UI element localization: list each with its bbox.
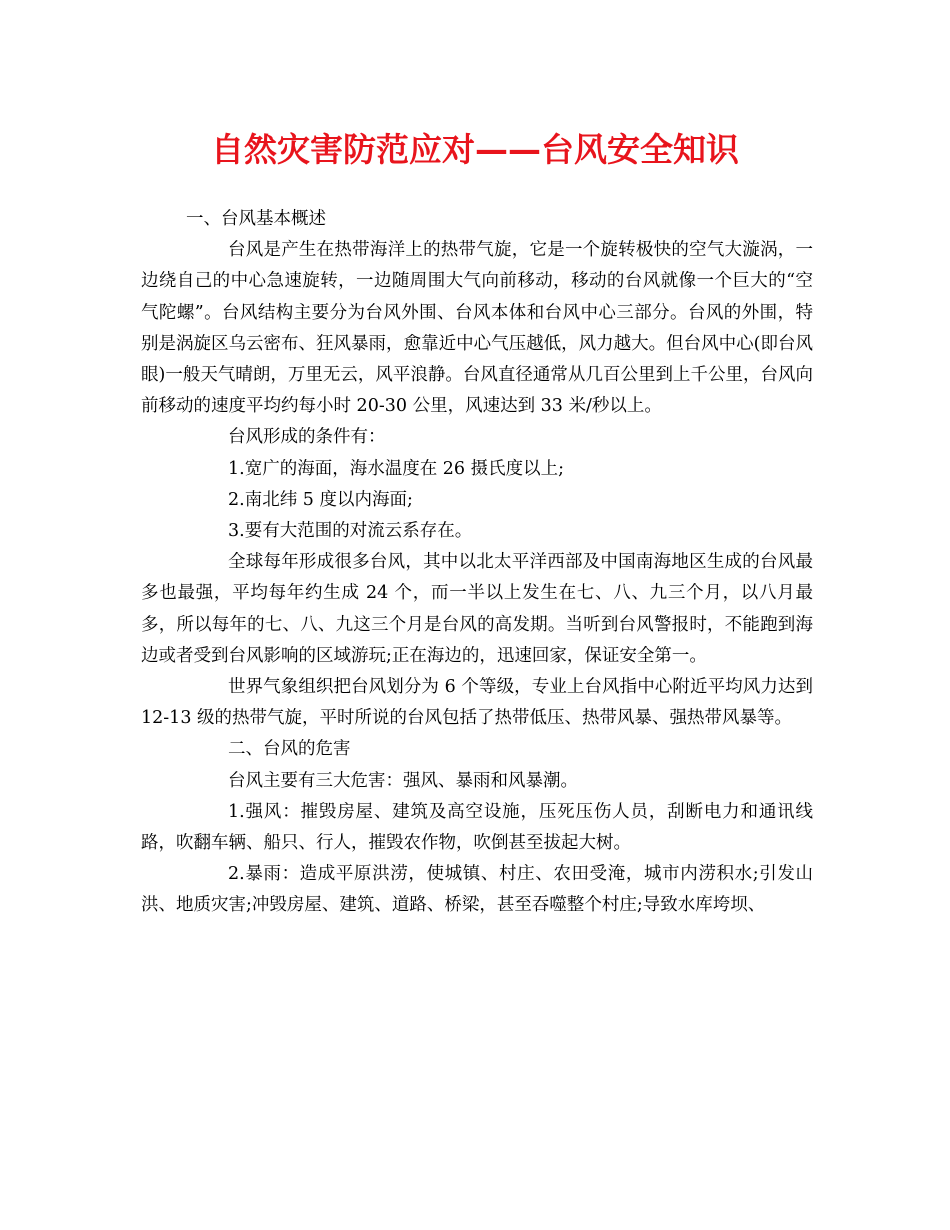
paragraph: 全球每年形成很多台风，其中以北太平洋西部及中国南海地区生成的台风最多也最强，平均每年约生成 24 个，而一半以上发生在七、八、九三个月，以八月最多，所以每年的七、八、九这三个月是台风的高发期。当听到台风警报时，不能跑到海边或者受到台风影响的区域游玩;正在海边的，迅速回家，保证安全第一。 [141, 552, 813, 666]
paragraph: 台风主要有三大危害：强风、暴雨和风暴潮。 [228, 770, 578, 791]
paragraph: 台风形成的条件有： [228, 427, 386, 448]
paragraph: 世界气象组织把台风划分为 6 个等级，专业上台风指中心附近平均风力达到 12-13 级的热带气旋，平时所说的台风包括了热带低压、热带风暴、强热带风暴等。 [141, 677, 813, 729]
section-heading: 二、台风的危害 [228, 739, 351, 760]
document-body [141, 204, 813, 922]
list-item: 1.宽广的海面，海水温度在 26 摄氏度以上; [228, 458, 564, 479]
list-item: 1.强风：摧毁房屋、建筑及高空设施，压死压伤人员，刮断电力和通讯线路，吹翻车辆、船只、行人，摧毁农作物，吹倒甚至拔起大树。 [141, 801, 813, 854]
section-heading: 一、台风基本概述 [186, 209, 326, 229]
list-item: 2.暴雨：造成平原洪涝，使城镇、村庄、农田受淹，城市内涝积水;引发山洪、地质灾害;冲毁房屋、建筑、道路、桥梁，甚至吞噬整个村庄;导致水库垮坝、 [141, 864, 813, 916]
document-title: 自然灾害防范应对——台风安全知识 [211, 130, 739, 169]
list-item: 2.南北纬 5 度以内海面; [228, 489, 413, 510]
list-item: 3.要有大范围的对流云系存在。 [228, 521, 473, 542]
paragraph: 台风是产生在热带海洋上的热带气旋，它是一个旋转极快的空气大漩涡，一边绕自己的中心急速旋转，一边随周围大气向前移动，移动的台风就像一个巨大的“空气陀螺”。台风结构主要分为台风外围、台风本体和台风中心三部分。台风的外围，特别是涡旋区乌云密布、狂风暴雨，愈靠近中心气压越低，风力越大。但台风中心(即台风眼)一般天气晴朗，万里无云，风平浪静。台风直径通常从几百公里到上千公里，台风向前移动的速度平均约每小时 20-30 公里，风速达到 33 米/秒以上。 [141, 240, 813, 417]
